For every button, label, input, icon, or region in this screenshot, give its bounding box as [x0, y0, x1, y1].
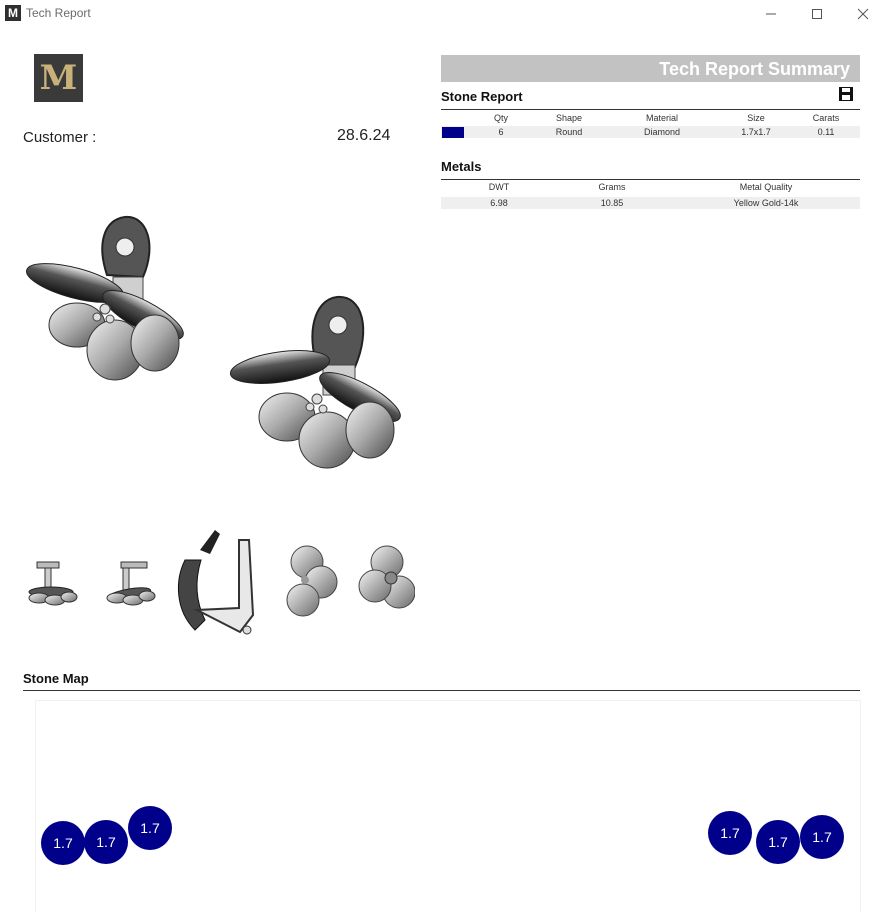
- company-logo: M: [34, 54, 83, 102]
- stone-marker[interactable]: 1.7: [708, 811, 752, 855]
- stone-color-swatch: [442, 127, 464, 138]
- window-titlebar: [0, 0, 885, 28]
- metals-table: [441, 181, 860, 211]
- customer-label: Customer :: [23, 129, 97, 146]
- col-metal-quality: Metal Quality: [739, 182, 793, 192]
- save-icon[interactable]: [838, 86, 854, 102]
- col-size: Size: [747, 113, 765, 123]
- col-grams: Grams: [598, 182, 626, 192]
- col-carats: Carats: [812, 113, 840, 123]
- metals-header-row: [441, 181, 860, 193]
- earring-render-1: [25, 217, 189, 380]
- metals-title: Metals: [441, 159, 482, 174]
- close-icon: [857, 8, 869, 20]
- cell-carats: 0.11: [817, 127, 835, 137]
- earring-render-2: [228, 297, 406, 468]
- app-icon: M: [5, 5, 21, 21]
- stone-map-divider: [23, 690, 860, 691]
- maximize-icon: [811, 8, 823, 20]
- cell-metal-quality: Yellow Gold-14k: [733, 198, 799, 208]
- minimize-icon: [765, 8, 777, 20]
- report-date: 28.6.24: [337, 127, 391, 144]
- thumbnail-top-view[interactable]: [287, 546, 337, 616]
- summary-header-bar: [441, 55, 860, 82]
- col-dwt: DWT: [488, 182, 510, 192]
- table-row: [441, 126, 860, 138]
- cell-dwt: 6.98: [490, 198, 508, 208]
- main-product-render: [25, 205, 415, 475]
- col-shape: Shape: [555, 113, 583, 123]
- col-material: Material: [645, 113, 678, 123]
- stone-report-table: [441, 112, 860, 142]
- stone-marker[interactable]: 1.7: [41, 821, 85, 865]
- cell-shape: Round: [555, 127, 583, 137]
- cell-qty: 6: [498, 127, 504, 137]
- thumbnail-strip: [25, 520, 415, 640]
- stone-report-divider: [441, 109, 860, 110]
- thumbnail-front-view[interactable]: [29, 562, 77, 605]
- thumbnail-side-view[interactable]: [178, 530, 253, 634]
- thumbnail-angle-view[interactable]: [106, 562, 155, 605]
- cell-material: Diamond: [643, 127, 681, 137]
- metals-divider: [441, 179, 860, 180]
- stone-report-title: Stone Report: [441, 89, 523, 104]
- col-qty: Qty: [493, 113, 508, 123]
- summary-title: Tech Report Summary: [659, 59, 850, 79]
- table-row: [441, 197, 860, 209]
- cell-size: 1.7x1.7: [741, 127, 771, 137]
- close-button[interactable]: [840, 0, 885, 28]
- cell-grams: 10.85: [600, 198, 624, 208]
- thumbnail-back-view[interactable]: [359, 546, 415, 608]
- stone-map-title: Stone Map: [23, 671, 89, 686]
- window-title: Tech Report: [26, 6, 91, 20]
- stone-marker[interactable]: 1.7: [756, 820, 800, 864]
- minimize-button[interactable]: [748, 0, 794, 28]
- stone-marker[interactable]: 1.7: [128, 806, 172, 850]
- stone-report-header-row: [441, 112, 860, 124]
- stone-map-canvas: [35, 700, 861, 912]
- stone-marker[interactable]: 1.7: [84, 820, 128, 864]
- maximize-button[interactable]: [794, 0, 840, 28]
- stone-marker[interactable]: 1.7: [800, 815, 844, 859]
